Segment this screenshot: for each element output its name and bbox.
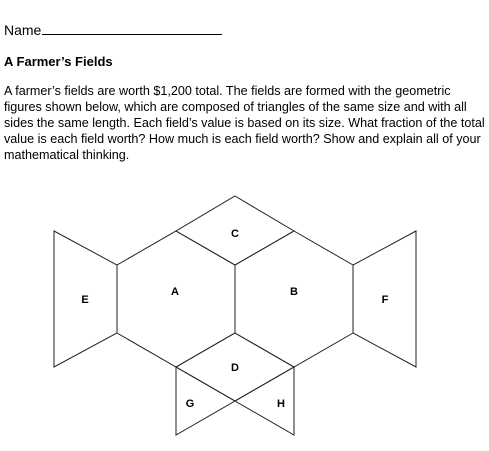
field-b-label: B xyxy=(290,286,298,298)
field-e-label: E xyxy=(81,294,89,306)
field-b-shape xyxy=(235,231,353,367)
worksheet-title: A Farmer’s Fields xyxy=(4,54,113,69)
field-h-label: H xyxy=(277,398,285,410)
field-h-shape xyxy=(235,367,294,435)
field-g-label: G xyxy=(185,398,195,410)
field-c-label: C xyxy=(231,228,239,240)
field-d-label: D xyxy=(231,362,239,374)
field-a-label: A xyxy=(171,286,179,298)
field-a-shape xyxy=(117,231,235,367)
problem-statement: A farmer’s fields are worth $1,200 total. The fields are formed with the geometric figures shown below, which are composed of triangles of the same size and with all sides the same length. Each field’s value is based on its size. What fraction of the total value is each field worth? How much is each field worth? Show and explain all of your mathematical thinking. xyxy=(4,84,485,162)
field-f-label: F xyxy=(381,294,389,306)
name-label: Name xyxy=(4,22,42,38)
